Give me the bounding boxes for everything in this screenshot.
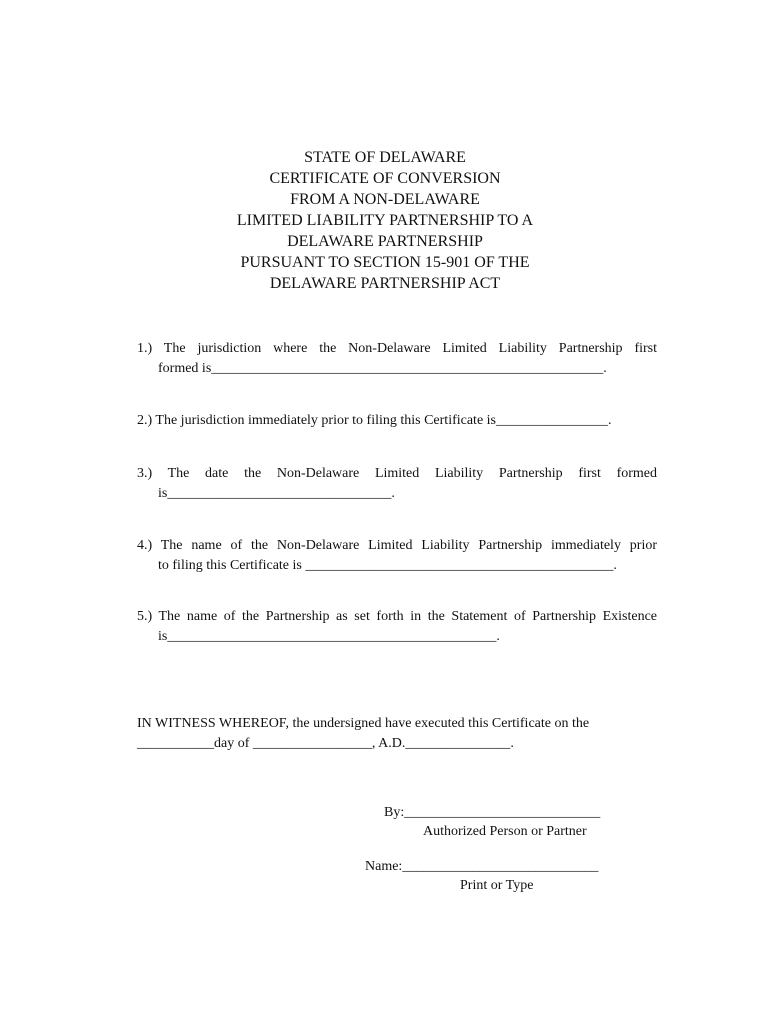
item-2-prior-jurisdiction bbox=[137, 411, 657, 431]
item-3-line-1: 3.) The date the Non-Delaware Limited Liability Partnership first formed bbox=[137, 466, 657, 481]
item-3-date-formed bbox=[137, 464, 657, 504]
document-title bbox=[0, 147, 770, 294]
title-line: STATE OF DELAWARE bbox=[304, 149, 466, 166]
item-4-line-1: 4.) The name of the Non-Delaware Limited Liability Partnership immediately prior bbox=[137, 538, 657, 553]
title-line: CERTIFICATE OF CONVERSION bbox=[269, 170, 501, 187]
item-2-line-1: 2.) The jurisdiction immediately prior to filing this Certificate is________________. bbox=[137, 413, 612, 428]
item-1-jurisdiction-formed bbox=[137, 339, 657, 379]
witness-line-1: IN WITNESS WHEREOF, the undersigned have executed this Certificate on the bbox=[137, 716, 590, 731]
item-5-line-2: is_______________________________________________. bbox=[158, 629, 500, 644]
item-4-name-prior bbox=[137, 536, 657, 576]
title-line: PURSUANT TO SECTION 15-901 OF THE bbox=[240, 254, 530, 271]
item-1-line-2: formed is________________________________________________________. bbox=[158, 361, 607, 376]
title-line: DELAWARE PARTNERSHIP ACT bbox=[269, 275, 501, 292]
item-5-line-1: 5.) The name of the Partnership as set forth in the Statement of Partnership Existence bbox=[137, 609, 657, 624]
title-line: FROM A NON-DELAWARE bbox=[290, 191, 480, 208]
witness-clause bbox=[137, 714, 657, 754]
item-4-line-2: to filing this Certificate is ____________________________________________. bbox=[158, 558, 617, 573]
title-line: LIMITED LIABILITY PARTNERSHIP TO A bbox=[236, 212, 534, 229]
item-3-line-2: is________________________________. bbox=[158, 486, 395, 501]
signature-name-caption: Print or Type bbox=[460, 878, 534, 893]
signature-by-line: By:____________________________ bbox=[384, 805, 601, 820]
item-1-line-1: 1.) The jurisdiction where the Non-Delaware Limited Liability Partnership first bbox=[137, 341, 657, 356]
item-5-partnership-name bbox=[137, 607, 657, 647]
signature-by-caption: Authorized Person or Partner bbox=[423, 824, 587, 839]
title-line: DELAWARE PARTNERSHIP bbox=[287, 233, 483, 250]
signature-name-line: Name:____________________________ bbox=[365, 859, 599, 874]
witness-line-2: ___________day of _________________, A.D._______________. bbox=[137, 736, 514, 751]
